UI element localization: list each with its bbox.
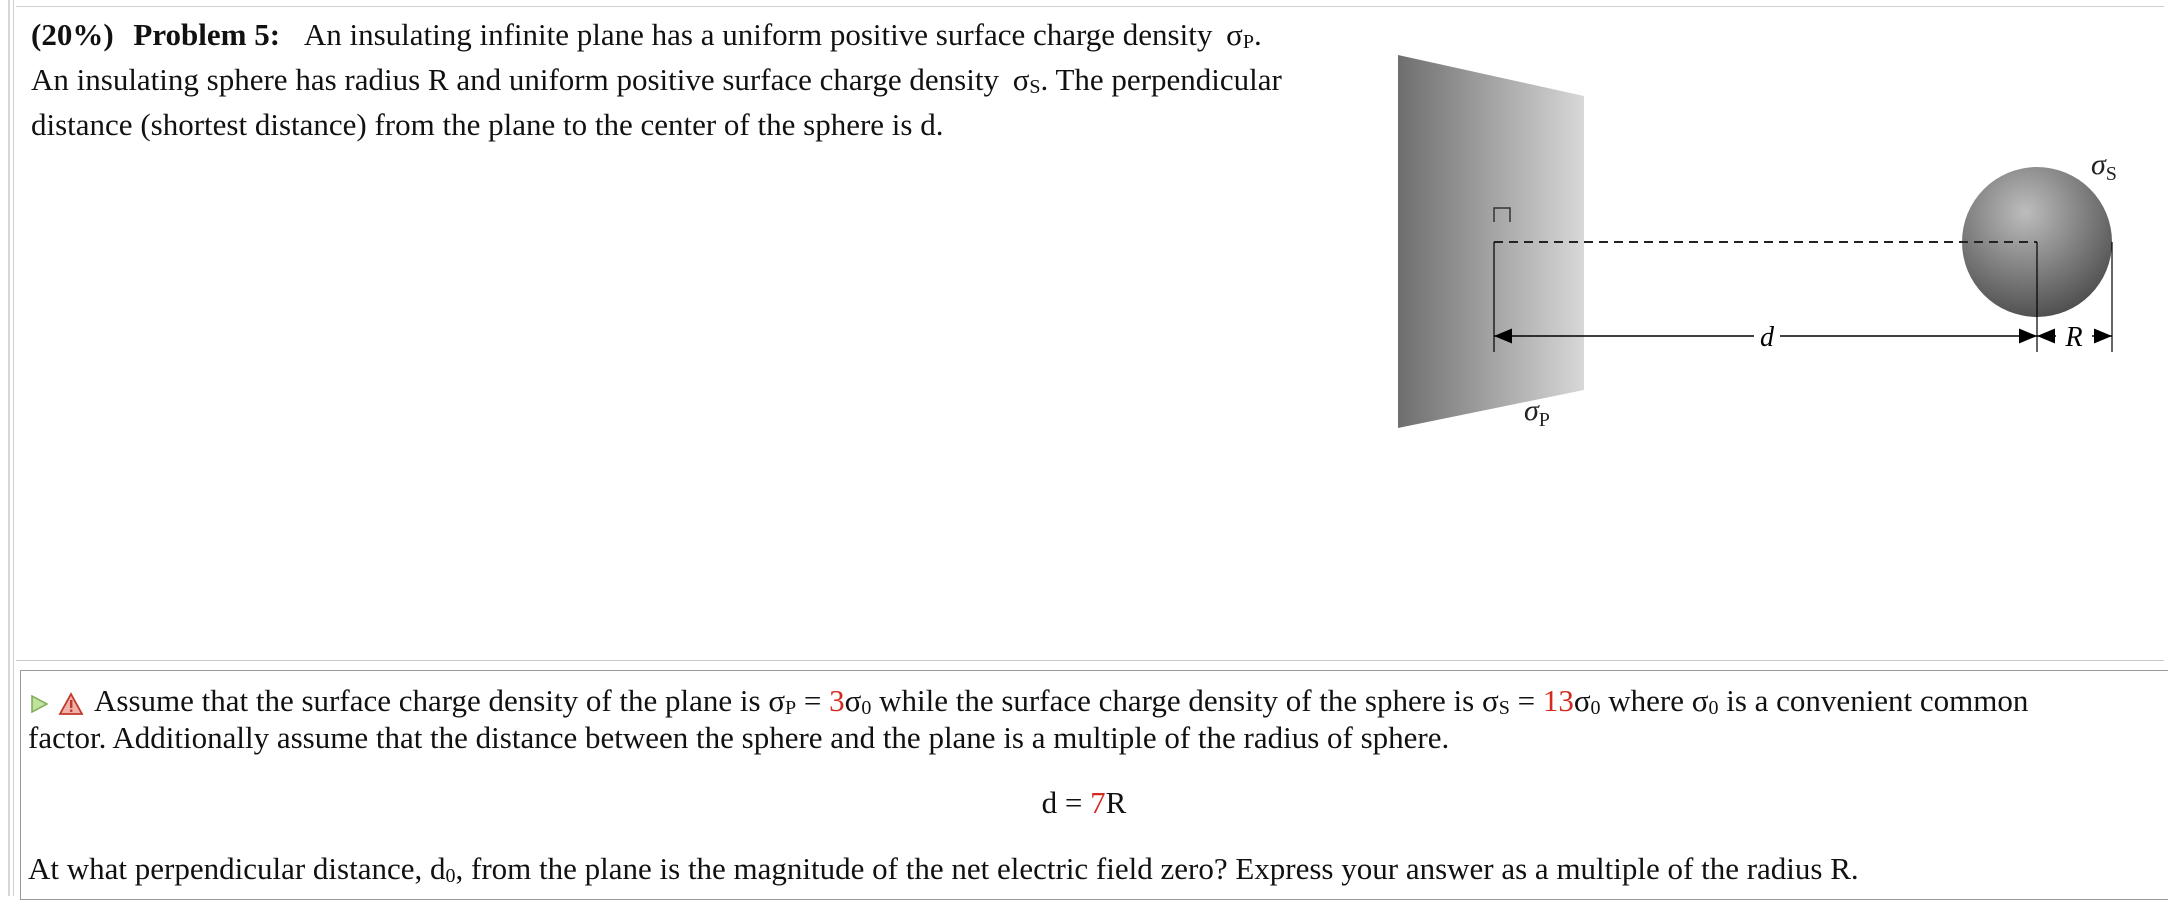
part-text-b: while the surface charge density of the sphere is <box>879 683 1475 718</box>
plane-sphere-figure <box>1370 40 2130 460</box>
sigma-p-figure-label: $\sigma_P$ <box>1524 394 1550 431</box>
problem-line-1: (20%) Problem 5: An insulating infinite plane has a uniform positive surface charge density σP. <box>31 17 1262 53</box>
distance-coefficient: 7 <box>1090 785 1106 820</box>
question-text: At what perpendicular distance, d0, from the plane is the magnitude of the net electric field zero? Express your answer as a multiple of the radius R. <box>28 851 1859 887</box>
part-sigma-p: σP <box>768 683 797 719</box>
sigma-s-symbol: σS <box>1012 62 1041 98</box>
part-text-d: is a convenient common <box>1726 683 2029 718</box>
part-sigma-0c: σ0 <box>1691 683 1719 719</box>
problem-line-1-text: An insulating infinite plane has a uniform positive surface charge density <box>303 17 1213 52</box>
part-sigma-0: σ0 <box>844 683 872 719</box>
problem-line-2-text: An insulating sphere has radius R and uniform positive surface charge density <box>31 62 999 97</box>
part-line-1: Assume that the surface charge density of the plane is σP = 3σ0 while the surface charge density of the sphere is σS = 13σ0 where σ0 is a convenient common <box>28 682 2158 727</box>
problem-statement <box>31 16 1361 143</box>
distance-equation: d = 7R <box>1041 785 1127 820</box>
problem-weight: (20%) <box>31 17 114 52</box>
r-dimension-label: R <box>2065 322 2083 353</box>
left-margin-rule-inner <box>13 0 14 896</box>
sigma-p-coefficient: 3 <box>829 683 845 718</box>
part-sigma-0b: σ0 <box>1573 683 1601 719</box>
sigma-p-symbol: σP <box>1226 17 1254 53</box>
problem-label: Problem 5: <box>133 17 281 52</box>
part-sigma-s: σS <box>1481 683 1510 719</box>
play-hint-icon[interactable] <box>28 686 50 723</box>
left-margin-rule <box>8 0 10 896</box>
sigma-s-figure-label: $\sigma_S$ <box>2091 148 2117 185</box>
problem-line-2: An insulating sphere has radius R and uniform positive surface charge density σS. The perpendicular <box>31 62 1282 98</box>
d-dimension-label: d <box>1760 322 1774 353</box>
sigma-s-coefficient: 13 <box>1542 683 1574 718</box>
problem-line-3: distance (shortest distance) from the plane to the center of the sphere is d. <box>31 107 944 142</box>
part-line-2: factor. Additionally assume that the distance between the sphere and the plane is a multiple of the radius of sphere. <box>28 720 1450 755</box>
part-text-c: where <box>1608 683 1685 718</box>
part-text-a: Assume that the surface charge density of the plane is <box>94 683 761 718</box>
